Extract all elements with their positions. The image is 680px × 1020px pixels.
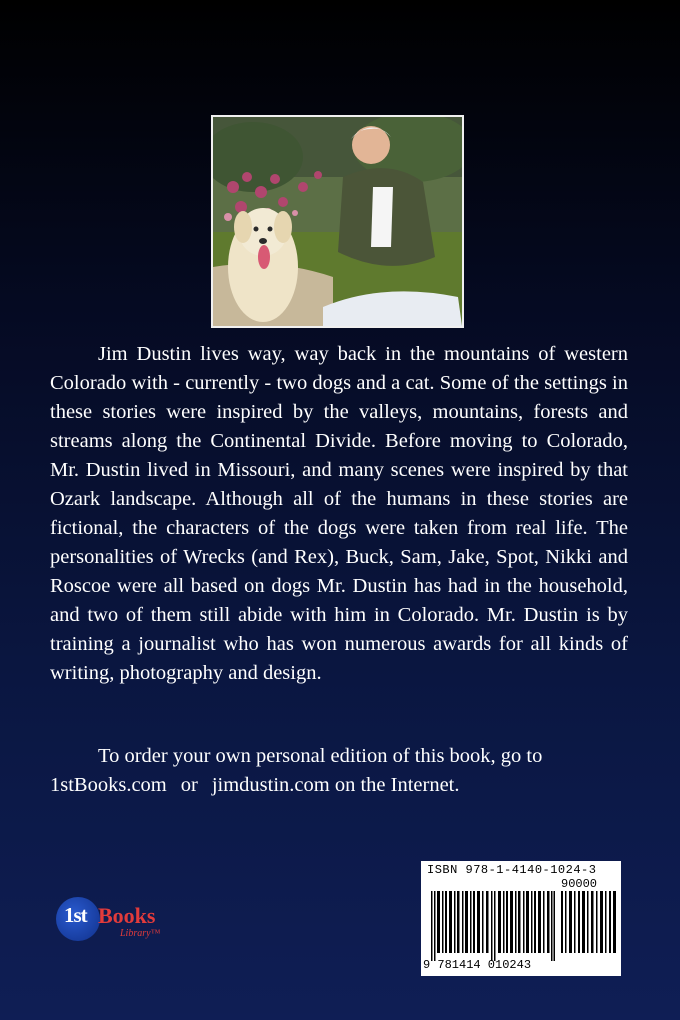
- order-or: or: [180, 774, 198, 796]
- order-tail: on the Internet.: [334, 774, 460, 796]
- author-photo: [211, 115, 464, 328]
- author-with-dog-photo-icon: [213, 117, 462, 326]
- order-info: [50, 742, 628, 800]
- logo-first: 1st: [64, 903, 87, 927]
- ean-barcode-icon: [431, 891, 555, 961]
- author-site-link[interactable]: jimdustin.com: [211, 774, 330, 796]
- isbn-barcode: [421, 861, 621, 976]
- logo-books: Books: [98, 903, 156, 928]
- author-bio: Jim Dustin lives way, way back in the mountains of western Colorado with - currently - two dogs and a cat. Some of the settings in these stories were inspired by the valleys, mountains, forests and streams along the Continental Divide. Before moving to Colorado, Mr. Dustin lived in Missouri, and many scenes were inspired by that Ozark landscape. Although all of the humans in these stories are fictional, the characters of the dogs were taken from real life. The personalities of Wrecks (and Rex), Buck, Sam, Jake, Spot, Nikki and Roscoe were all based on dogs Mr. Dustin has had in the household, and two of them still abide with him in Colorado. Mr. Dustin is by training a journalist who has won numerous awards for all kinds of writing, photography and design.: [50, 343, 628, 684]
- ean-digits: 9 781414 010243: [423, 958, 532, 972]
- order-text: To order your own personal edition of this book, go to: [98, 745, 543, 767]
- logo-library: Library™: [120, 928, 161, 939]
- isbn-text: ISBN 978-1-4140-1024-3: [427, 863, 597, 877]
- publisher-logo: [56, 897, 186, 943]
- price-barcode-icon: [561, 891, 617, 953]
- price-code: 90000: [561, 877, 598, 891]
- publisher-site-link[interactable]: 1stBooks.com: [50, 774, 167, 796]
